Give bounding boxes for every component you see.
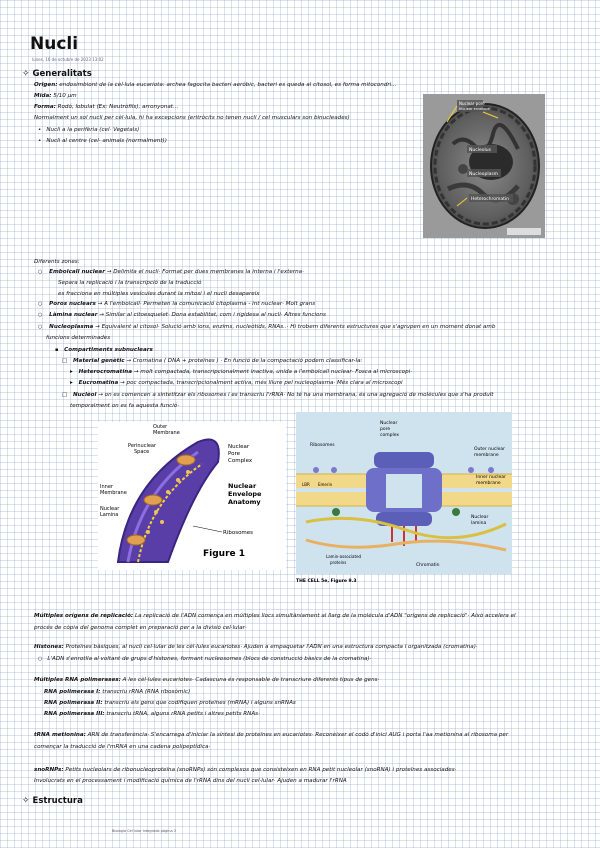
fig1-label-space: Space — [134, 449, 150, 455]
page-title: Nucli — [30, 34, 79, 54]
nucleoplasma-label: Nucleoplasma — [49, 324, 94, 330]
fig1-label-outer-membrane: Outer — [153, 424, 168, 430]
fig2-label-ribosomes: Ribosomes — [310, 443, 335, 448]
fig2-label-emerin: Emerin — [318, 482, 333, 487]
embolcall-line3: es fracciona en múltiples vesícules durant la mitosi i el nucli desapareix — [58, 291, 260, 297]
histones-line — [34, 643, 478, 651]
label-nuclear-envelope: Nuclear envelope — [459, 107, 490, 111]
origen-text: endosimbiont de la cèl·lula eucariota: archea fagocita bacteri aeròbic, bacteri es queda al citosol, es forma mitocondri... — [57, 82, 397, 88]
fig2-label-chromatin: Chromatin — [416, 563, 440, 568]
mida-line — [34, 92, 77, 100]
fig1-title-2: Envelope — [228, 490, 262, 498]
forma-line — [34, 103, 178, 111]
fig2-label-lamina-1: Nuclear — [471, 515, 489, 520]
material-text: → Cromatina ( DNA + proteïnes ) · En funció de la compactació podem classificar-la: — [124, 358, 363, 364]
fig1-label-inner-membrane: Membrane — [100, 490, 127, 496]
mida-text: 5/10 μm — [51, 93, 77, 99]
fig2-label-inner-2: membrane — [476, 481, 501, 486]
section-estructura — [22, 796, 83, 806]
nucleol-text: → on es comencen a sintetitzar els ribosomes i es transcriu l'rRNA· No té ha una membrana, és una agregació de molècules que s'ha produït — [96, 392, 494, 398]
histones-text: Proteïnes bàsiques, al nucli cel·lular de les cèl·lules eucariotes· Ajuden a empaquetar l'ADN en una estructura compacta i organitzada (cromatina)· — [63, 644, 478, 650]
embolcall-label: Embolcall nuclear — [49, 269, 105, 275]
bullet-periferia: • Nucli a la perifèria (cel· Vegetals) — [38, 126, 139, 134]
nucleol-line2: temporalment on es fa aquesta funció· — [70, 403, 179, 409]
item-heterocromatina — [70, 368, 412, 376]
fig2-label-npc-1: Nuclear — [380, 421, 398, 426]
snrnp-line2: Involucrats en el processament i modificació química de l'rRNA dins del nucli cel·lular· Ajuden a madurar l'rRNA — [34, 778, 347, 784]
item-nucleoplasma — [38, 323, 495, 331]
embolcall-text: → Delimita el nucli· Format per dues membranes la interna i l'externa· — [104, 269, 304, 275]
fig1-label-outer-membrane-2: Membrane — [153, 430, 180, 436]
trna-text: ARN de transferència· S'encarrega d'iniciar la síntesi de proteïnes en eucariotes· Reconèixer el codó d'inici AUG i porta l'aa metionina al ribosoma per — [85, 732, 509, 738]
mult-label: Múltiples orígens de replicació: — [34, 613, 134, 619]
label-heterochromatin: Heterochromatin — [471, 197, 510, 202]
fig2-label-inner-1: Inner nuclear — [476, 475, 506, 480]
item-material-genetic — [62, 357, 362, 365]
pol3-line — [44, 710, 260, 718]
pol2-line — [44, 699, 296, 707]
fig1-title-1: Nuclear — [228, 482, 257, 490]
nucleus-micrograph — [423, 94, 545, 238]
page-meta-date: lunes, 16 de octubre de 2023 13:02 — [32, 57, 104, 62]
fig1-label-pore-3: Complex — [228, 458, 253, 464]
diamond-bullet-icon: ✧ — [22, 69, 30, 79]
nucleoplasma-line2: funcions determinades — [46, 335, 111, 341]
normalment-text: Normalment un sol nucli per cèl·lula, hi ha excepcions (eritròcits no tenen nucli / cel musculars son binucleades) — [34, 115, 350, 121]
trna-line2: començar la traducció de l'mRNA en una cadena polipeptídica· — [34, 744, 211, 750]
snrnp-line — [34, 766, 456, 774]
pol2-label: RNA polimerasa II: — [44, 700, 103, 706]
fig1-label-pore: Nuclear — [228, 444, 250, 450]
origen-label: Origen: — [34, 82, 58, 88]
label-nucleolus: Nucleolus — [469, 148, 491, 153]
histones-label: Histones: — [34, 644, 64, 650]
fig1-label-lamina: Lamina — [100, 512, 119, 518]
item-poros — [38, 300, 315, 308]
fig1-label-nuclear: Nuclear — [100, 506, 120, 512]
pol2-text: transcriu els gens que codifiquen proteïnes (mRNA) i alguns snRNAs — [102, 700, 296, 706]
item-lamina — [38, 311, 326, 319]
pol3-text: transcriu tRNA, alguns rRNA petits i altres petits RNAs· — [104, 711, 260, 717]
eucromatina-text: → poc compactada, transcripcionalment activa, més lliure pel nucleoplasma· Més clara al microscopi — [118, 380, 403, 386]
bullet-centre: • Nucli al centre (cel· animals (normalment)) — [38, 137, 167, 145]
polimerases-line — [34, 676, 379, 684]
histones-line2: ○ L'ADN s'enrotlla al voltant de grups d'histones, formant nucleosomes (blocs de construcció bàsics de la cromatina)· — [38, 655, 371, 663]
pol3-label: RNA polimerasa III: — [44, 711, 105, 717]
material-label: Material genètic — [72, 358, 125, 364]
fig1-title-3: Anatomy — [228, 498, 261, 506]
fig1-label-ribosomes: Ribosomes — [223, 530, 254, 536]
label-nucleoplasm: Nucleoplasm — [469, 172, 499, 177]
mida-label: Mida: — [34, 93, 52, 99]
heading-estructura: Estructura — [32, 796, 83, 806]
zones-intro: Diferents zones: — [34, 259, 80, 265]
embolcall-line2: Separa la replicació i la transcripció de la traducció — [58, 280, 202, 286]
forma-label: Forma: — [34, 104, 56, 110]
pol1-line — [44, 688, 190, 696]
compartiments-label: Compartiments subnuclears — [64, 347, 153, 353]
origen-line — [34, 81, 397, 89]
pol1-label: RNA polimerasa I: — [44, 689, 101, 695]
heading-generalitats: Generalitats — [32, 69, 92, 79]
label-nuclear-pore: Nuclear pore — [459, 101, 485, 106]
figure-nuclear-envelope — [98, 422, 286, 570]
fig2-label-lbr: LBR — [302, 482, 310, 487]
nucleol-label: Nuclèol — [72, 392, 97, 398]
fig2-label-outer-2: membrane — [474, 453, 499, 458]
fig2-label-npc-2: pore — [380, 427, 391, 432]
fig2-label-outer-1: Outer nuclear — [474, 447, 506, 452]
snrnp-text: Petits nucleolars de ribonucleoproteïna (snoRNPs) són complexos que consisteixen en RNA petit nucleolar (snoRNA) i proteïnes associades· — [63, 767, 457, 773]
lamina-label: Làmina nuclear — [49, 312, 98, 318]
item-eucromatina — [70, 379, 403, 387]
polimerases-label: Múltiples RNA polimerases: — [34, 677, 121, 683]
eucromatina-label: Eucromatina — [78, 380, 119, 386]
pol1-text: transcriu rRNA (RNA ribosòmic) — [100, 689, 191, 695]
mult-line2: procés de còpia del genoma complet en preparació per a la divisió cel·lular· — [34, 625, 247, 631]
fig2-label-lap-1: Lamin-associated — [326, 554, 362, 559]
fig2-label-lap-2: proteins — [330, 560, 347, 565]
mult-text: La replicació de l'ADN comença en múltiples llocs simultàniament al llarg de la molècula d'ADN "orígens de replicació"· Això accelera el — [133, 613, 516, 619]
diamond-bullet-icon: ✧ — [22, 796, 30, 806]
page-footer: Biologia Cel·lular Integrada pàgina 3 — [112, 829, 176, 833]
heterocromatina-label: Heterocromatina — [78, 369, 133, 375]
fig1-label-inner: Inner — [100, 484, 113, 490]
fig2-label-npc-3: complex — [380, 433, 400, 438]
trna-label: tRNA metionina: — [34, 732, 86, 738]
item-embolcall — [38, 268, 304, 276]
snrnp-label: snoRNPs: — [34, 767, 64, 773]
trna-line — [34, 731, 508, 739]
compartiments-heading — [55, 346, 153, 354]
mult-line — [34, 612, 516, 620]
heterocromatina-text: → molt compactada, transcripcionalment inactiva, unida a l'embolcall nuclear· Fosca al microscopi· — [132, 369, 412, 375]
nucleoplasma-text: → Equivalent al citosol· Solució amb ions, enzims, nucleòtids, RNAs..· Hi trobem diferents estructures que s'agrupen en un moment donat amb — [93, 324, 496, 330]
fig1-caption: Figure 1 — [203, 549, 246, 559]
fig2-label-lamina-2: lamina — [471, 521, 487, 526]
figure-nuclear-pore — [296, 412, 512, 584]
polimerases-text: A les cèl·lules eucariotes· Cadascuna és responsable de transcriure diferents tipus de gens· — [120, 677, 380, 683]
section-generalitats — [22, 69, 92, 79]
fig2-caption: THE CELL 5e, Figure 9.3 — [296, 579, 357, 584]
forma-text: Rodó, lobulat (Ex: Neutròfils), arronyonat... — [55, 104, 179, 110]
lamina-text: → Similar al citoesquelet· Dona estabilitat, com i rigidesa al nucli· Altres funcions — [97, 312, 326, 318]
item-nucleol — [62, 391, 493, 399]
fig1-label-pore-2: Pore — [228, 451, 241, 457]
poros-label: Poros nuclears — [49, 301, 96, 307]
fig1-label-perinuclear: Perinuclear — [128, 443, 157, 449]
poros-text: → A l'embolcall· Permeten la comunicació citoplasma - int nuclear· Molt grans — [95, 301, 316, 307]
